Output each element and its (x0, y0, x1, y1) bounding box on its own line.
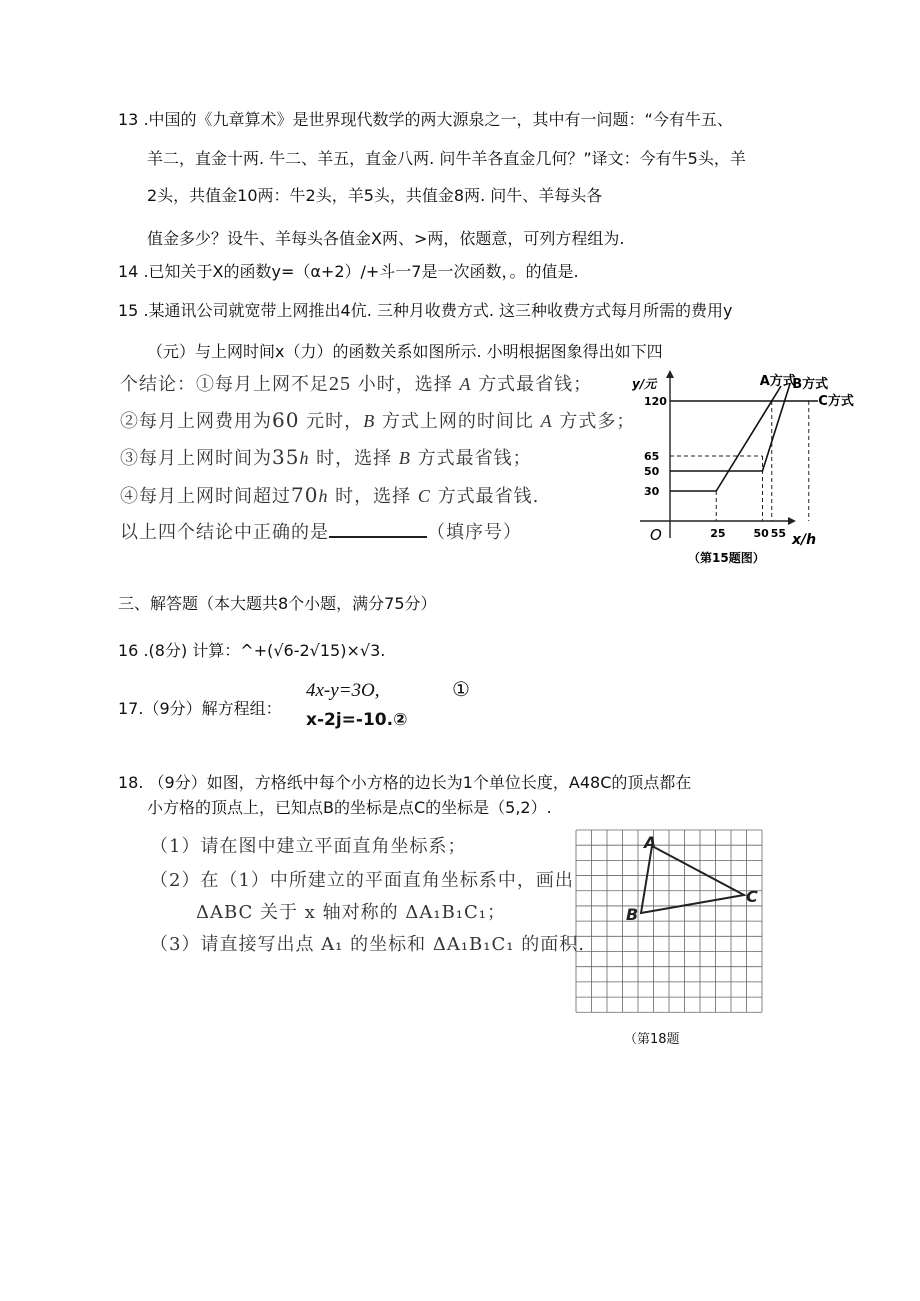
q18-caption: （第18题 (624, 1032, 680, 1047)
q15-line1: 15 .某通讯公司就宽带上网推出4伉. 三种月收费方式. 这三种收费方式每月所需的费用y (118, 301, 733, 320)
q15-conclusion-1: 个结论：①每月上网不足25 小时，选择 A 方式最省钱； (120, 373, 593, 395)
q15-answer-prompt: 以上四个结论中正确的是 （填序号） (120, 522, 522, 543)
chart-origin: O (650, 526, 662, 544)
series-label-1: B方式 (792, 377, 829, 392)
q16-text: 16 .(8分) 计算：^+(√6-2√15)×√3. (118, 641, 386, 660)
y-tick-120: 120 (644, 395, 667, 408)
q15-line2: （元）与上网时间x（力）的函数关系如图所示. 小明根据图象得出如下四 (147, 342, 663, 361)
q18-grid (574, 828, 764, 1013)
q17-eq1-mark: ① (452, 677, 470, 701)
chart-ylabel: y/元 (632, 377, 657, 391)
y-tick-30: 30 (644, 485, 660, 498)
vertex-c-label: C (746, 887, 758, 906)
x-tick-55: 55 (770, 527, 787, 540)
x-tick-25: 25 (710, 527, 726, 540)
q17-eq2: x-2j=-10.② (306, 710, 408, 730)
vertex-a-label: A (644, 833, 657, 852)
q17-eq1: 4x-y=3O, (306, 680, 380, 701)
q13-line2: 羊二，直金十两. 牛二、羊五，直金八两. 问牛羊各直金几何？”译文：今有牛5头，羊 (147, 149, 746, 168)
q18-line1: 18. （9分）如图，方格纸中每个小方格的边长为1个单位长度，A48C的顶点都在 (118, 773, 692, 792)
chart-xlabel: x/h (792, 532, 817, 548)
section3-title: 三、解答题（本大题共8个小题，满分75分） (118, 594, 437, 613)
q13-line4: 值金多少？设牛、羊每头各值金X两、>两，依题意，可列方程组为. (147, 229, 625, 248)
q18-part1: （1）请在图中建立平面直角坐标系； (150, 836, 467, 857)
y-tick-50: 50 (644, 465, 660, 478)
y-tick-65: 65 (644, 450, 660, 463)
q15-conclusion-4: ④每月上网时间超过70h 时，选择 C 方式最省钱. (120, 483, 540, 507)
q15-conclusion-3: ③每月上网时间为35h 时，选择 B 方式最省钱； (120, 445, 532, 469)
vertex-b-label: B (626, 905, 639, 924)
series-label-0: A方式 (759, 374, 796, 389)
q13-line1: 13 .中国的《九章算术》是世界现代数学的两大源泉之一，其中有一问题：“今有牛五、 (118, 110, 733, 129)
q17-label: 17.（9分）解方程组： (118, 699, 282, 718)
q18-line2: 小方格的顶点上，已知点B的坐标是点C的坐标是（5,2）. (147, 798, 552, 817)
q13-line3: 2头，共值金10两：牛2头，羊5头，共值金8两. 问牛、羊每头各 (147, 186, 603, 205)
q15-chart (630, 368, 854, 568)
x-tick-50: 50 (753, 527, 769, 540)
q18-part2: （2）在（1）中所建立的平面直角坐标系中，画出 (150, 870, 574, 891)
q18-part2b: ΔABC 关于 x 轴对称的 ΔA₁B₁C₁； (196, 902, 507, 923)
q15-conclusion-2: ②每月上网费用为60 元时，B 方式上网的时间比 A 方式多； (120, 408, 636, 432)
q14-line1: 14 .已知关于X的函数y=（α+2）/+斗一7是一次函数，。的值是. (118, 262, 579, 281)
chart-title: （第15题图） (688, 551, 765, 565)
series-label-2: C方式 (818, 394, 854, 409)
q18-part3: （3）请直接写出点 A₁ 的坐标和 ΔA₁B₁C₁ 的面积. (150, 934, 585, 955)
answer-blank (329, 522, 427, 538)
